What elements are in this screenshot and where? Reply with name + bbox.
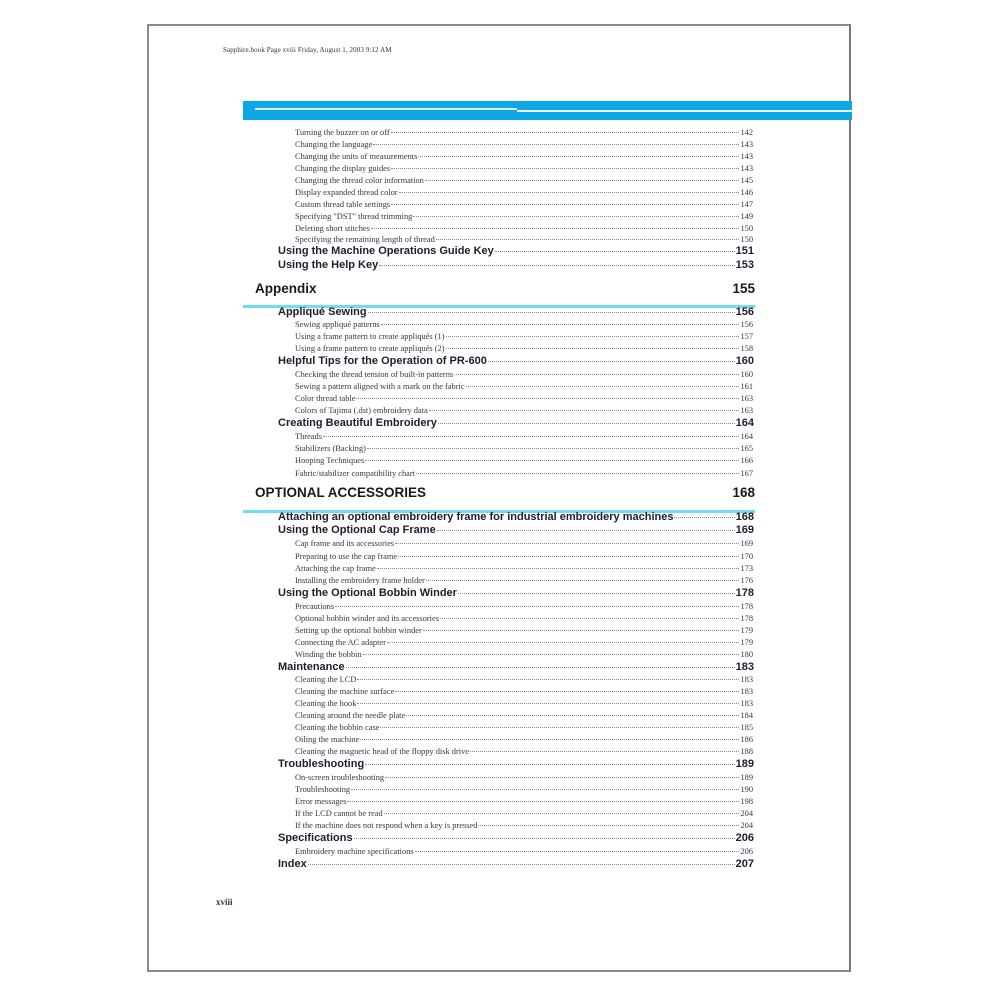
toc-entry-page: 198: [740, 797, 753, 806]
toc-entry-title: Cleaning the bobbin case: [295, 723, 380, 732]
header-band: [243, 101, 852, 120]
toc-entry-page: 186: [740, 735, 753, 744]
toc-entry[interactable]: [278, 306, 754, 319]
toc-entry-page: 169: [735, 524, 754, 536]
toc-entry[interactable]: [278, 832, 754, 845]
band-stripe: [517, 110, 852, 112]
toc-entry-page: 153: [735, 259, 754, 271]
toc-entry-page: 179: [740, 626, 753, 635]
leader-dots: [357, 679, 739, 680]
toc-entry-title: Cleaning the LCD: [295, 675, 357, 684]
leader-dots: [391, 204, 739, 205]
toc-entry-page: 143: [740, 164, 753, 173]
leader-dots: [438, 423, 735, 424]
toc-entry-page: 183: [740, 675, 753, 684]
toc-entry-page: 188: [740, 747, 753, 756]
toc-entry-title: Cap frame and its accessories: [295, 539, 395, 548]
leader-dots: [495, 251, 735, 252]
toc-entry-title: If the LCD cannot be read: [295, 809, 383, 818]
toc-entry[interactable]: [278, 661, 754, 674]
toc-entry-title: Using a frame pattern to create appliqués (1): [295, 332, 445, 341]
leader-dots: [425, 180, 740, 181]
section-page: 168: [732, 485, 755, 500]
leader-dots: [357, 703, 739, 704]
toc-subentry[interactable]: [295, 456, 753, 468]
toc-entry-page: 164: [740, 432, 753, 441]
toc-entry-title: Deleting short stitches: [295, 224, 370, 233]
toc-entry-page: 179: [740, 638, 753, 647]
toc-entry-page: 143: [740, 152, 753, 161]
toc-entry-page: 190: [740, 785, 753, 794]
toc-section-heading[interactable]: [255, 485, 755, 500]
leader-dots: [440, 618, 739, 619]
toc-entry-title: Hooping Techniques: [295, 456, 365, 465]
toc-entry-title: Fabric/stabilizer compatibility chart: [295, 469, 416, 478]
leader-dots: [356, 398, 739, 399]
leader-dots: [426, 580, 740, 581]
toc-entry-page: 147: [740, 200, 753, 209]
toc-entry-page: 178: [740, 614, 753, 623]
band-stripe: [255, 108, 517, 110]
toc-entry-page: 158: [740, 344, 753, 353]
toc-subentry[interactable]: [295, 140, 753, 152]
leader-dots: [347, 801, 739, 802]
toc-entry[interactable]: [278, 355, 754, 368]
toc-entry-title: Troubleshooting: [278, 758, 365, 770]
toc-entry-title: Setting up the optional bobbin winder: [295, 626, 422, 635]
toc-entry-title: Sewing a pattern aligned with a mark on the fabric: [295, 382, 465, 391]
toc-subentry[interactable]: [295, 128, 753, 140]
toc-subentry[interactable]: [295, 176, 753, 188]
leader-dots: [478, 825, 739, 826]
toc-entry-title: Using the Machine Operations Guide Key: [278, 245, 494, 257]
leader-dots: [413, 216, 739, 217]
toc-entry[interactable]: [278, 511, 754, 524]
toc-subentry[interactable]: [295, 552, 753, 564]
toc-entry-title: Cleaning the machine surface: [295, 687, 395, 696]
toc-entry-title: Threads: [295, 432, 322, 441]
toc-entry-page: 204: [740, 821, 753, 830]
toc-entry-page: 149: [740, 212, 753, 221]
toc-entry[interactable]: [278, 587, 754, 600]
toc-entry-title: Display expanded thread color: [295, 188, 398, 197]
toc-entry-title: Error messages: [295, 797, 347, 806]
toc-entry-title: Optional bobbin winder and its accessories: [295, 614, 439, 623]
toc-entry-title: Checking the thread tension of built-in patterns: [295, 370, 454, 379]
leader-dots: [368, 312, 735, 313]
toc-subentry[interactable]: [295, 320, 753, 332]
leader-dots: [354, 838, 735, 839]
toc-subentry[interactable]: [295, 809, 753, 821]
toc-entry-title: Winding the bobbin: [295, 650, 362, 659]
toc-entry-page: 170: [740, 552, 753, 561]
leader-dots: [446, 336, 740, 337]
toc-entry[interactable]: [278, 245, 754, 258]
leader-dots: [360, 739, 739, 740]
leader-dots: [416, 473, 739, 474]
toc-entry[interactable]: [278, 417, 754, 430]
toc-entry-page: 207: [735, 858, 754, 870]
toc-subentry[interactable]: [295, 394, 753, 406]
toc-subentry[interactable]: [295, 773, 753, 785]
toc-entry-page: 206: [740, 847, 753, 856]
toc-entry-title: Appliqué Sewing: [278, 306, 367, 318]
leader-dots: [429, 410, 740, 411]
toc-subentry[interactable]: [295, 539, 753, 551]
toc-subentry[interactable]: [295, 735, 753, 747]
toc-subentry[interactable]: [295, 370, 753, 382]
toc-entry-page: 168: [735, 511, 754, 523]
leader-dots: [423, 630, 740, 631]
leader-dots: [385, 777, 739, 778]
toc-entry-title: Index: [278, 858, 307, 870]
leader-dots: [377, 568, 740, 569]
toc-entry-page: 150: [740, 224, 753, 233]
leader-dots: [335, 606, 739, 607]
toc-entry-page: 184: [740, 711, 753, 720]
leader-dots: [379, 265, 734, 266]
toc-entry-title: Colors of Tajima (.dst) embroidery data: [295, 406, 428, 415]
section-title: OPTIONAL ACCESSORIES: [255, 485, 427, 500]
leader-dots: [391, 168, 739, 169]
toc-subentry[interactable]: [295, 164, 753, 176]
toc-entry-title: Attaching an optional embroidery frame for industrial embroidery machines: [278, 511, 674, 523]
toc-entry-page: 163: [740, 406, 753, 415]
leader-dots: [308, 864, 735, 865]
toc-entry-page: 180: [740, 650, 753, 659]
leader-dots: [406, 715, 739, 716]
page-number: xviii: [216, 897, 233, 907]
toc-entry-title: Preparing to use the cap frame: [295, 552, 398, 561]
leader-dots: [373, 144, 739, 145]
toc-entry-title: Connecting the AC adapter: [295, 638, 386, 647]
toc-subentry[interactable]: [295, 626, 753, 638]
toc-subentry[interactable]: [295, 638, 753, 650]
toc-entry-title: Installing the embroidery frame holder: [295, 576, 425, 585]
toc-entry-page: 206: [735, 832, 754, 844]
leader-dots: [395, 691, 739, 692]
leader-dots: [391, 132, 740, 133]
print-header-meta: Sapphire.book Page xviii Friday, August 1, 2003 9:12 AM: [223, 46, 392, 54]
leader-dots: [437, 530, 735, 531]
toc-entry-title: Sewing appliqué patterns: [295, 320, 380, 329]
toc-entry-page: 173: [740, 564, 753, 573]
toc-entry[interactable]: [278, 758, 754, 771]
toc-entry-title: Specifying the remaining length of thread: [295, 235, 435, 244]
toc-subentry[interactable]: [295, 152, 753, 164]
toc-entry-title: Using the Optional Cap Frame: [278, 524, 436, 536]
toc-entry-page: 185: [740, 723, 753, 732]
leader-dots: [466, 386, 740, 387]
toc-subentry[interactable]: [295, 723, 753, 735]
leader-dots: [399, 192, 740, 193]
toc-entry-title: Changing the units of measurements: [295, 152, 418, 161]
toc-entry-title: Precautions: [295, 602, 335, 611]
toc-entry-title: If the machine does not respond when a key is pressed: [295, 821, 478, 830]
toc-entry-page: 150: [740, 235, 753, 244]
leader-dots: [398, 556, 739, 557]
leader-dots: [380, 727, 739, 728]
toc-entry-page: 161: [740, 382, 753, 391]
toc-entry-page: 142: [740, 128, 753, 137]
toc-subentry[interactable]: [295, 212, 753, 224]
toc-subentry[interactable]: [295, 564, 753, 576]
leader-dots: [351, 789, 739, 790]
leader-dots: [387, 642, 739, 643]
toc-subentry[interactable]: [295, 675, 753, 687]
toc-entry-page: 189: [740, 773, 753, 782]
toc-subentry[interactable]: [295, 469, 753, 481]
toc-entry-title: Troubleshooting: [295, 785, 351, 794]
toc-entry-title: Stabilizers (Backing): [295, 444, 366, 453]
leader-dots: [470, 751, 739, 752]
toc-entry-title: Custom thread table settings: [295, 200, 391, 209]
section-page: 155: [732, 281, 755, 296]
toc-entry-page: 145: [740, 176, 753, 185]
toc-entry-title: Changing the display guides: [295, 164, 391, 173]
toc-entry-title: On-screen troubleshooting: [295, 773, 385, 782]
toc-entry-title: Cleaning the hook: [295, 699, 357, 708]
toc-entry-page: 160: [735, 355, 754, 367]
toc-entry-title: Color thread table: [295, 394, 356, 403]
leader-dots: [346, 667, 735, 668]
toc-entry[interactable]: [278, 524, 754, 537]
toc-subentry[interactable]: [295, 614, 753, 626]
toc-entry-page: 178: [735, 587, 754, 599]
toc-subentry[interactable]: [295, 797, 753, 809]
toc-subentry[interactable]: [295, 382, 753, 394]
toc-entry-title: Maintenance: [278, 661, 345, 673]
leader-dots: [415, 851, 740, 852]
leader-dots: [367, 448, 740, 449]
toc-entry-page: 146: [740, 188, 753, 197]
toc-entry-page: 189: [735, 758, 754, 770]
toc-subentry[interactable]: [295, 711, 753, 723]
toc-entry-title: Changing the language: [295, 140, 373, 149]
toc-subentry[interactable]: [295, 432, 753, 444]
toc-subentry[interactable]: [295, 200, 753, 212]
toc-entry-title: Specifications: [278, 832, 353, 844]
leader-dots: [395, 543, 739, 544]
toc-section-heading[interactable]: [255, 281, 755, 296]
toc-entry-page: 166: [740, 456, 753, 465]
leader-dots: [436, 239, 740, 240]
leader-dots: [674, 517, 734, 518]
toc-subentry[interactable]: [295, 687, 753, 699]
toc-subentry[interactable]: [295, 444, 753, 456]
toc-entry-title: Using a frame pattern to create appliqués (2): [295, 344, 445, 353]
toc-entry-page: 160: [740, 370, 753, 379]
toc-entry-page: 167: [740, 469, 753, 478]
leader-dots: [458, 593, 735, 594]
leader-dots: [381, 324, 740, 325]
toc-entry-page: 164: [735, 417, 754, 429]
toc-subentry[interactable]: [295, 785, 753, 797]
toc-entry-page: 183: [740, 687, 753, 696]
toc-entry-title: Changing the thread color information: [295, 176, 424, 185]
toc-entry-title: Helpful Tips for the Operation of PR-600: [278, 355, 487, 367]
toc-entry-title: Cleaning the magnetic head of the floppy disk drive: [295, 747, 469, 756]
leader-dots: [454, 374, 739, 375]
toc-entry-page: 183: [740, 699, 753, 708]
toc-entry-page: 176: [740, 576, 753, 585]
toc-subentry[interactable]: [295, 602, 753, 614]
leader-dots: [363, 654, 740, 655]
leader-dots: [446, 348, 740, 349]
leader-dots: [384, 813, 740, 814]
toc-entry[interactable]: [278, 858, 754, 871]
toc-subentry[interactable]: [295, 332, 753, 344]
toc-entry-title: Cleaning around the needle plate: [295, 711, 406, 720]
toc-entry-page: 151: [735, 245, 754, 257]
toc-entry-page: 156: [740, 320, 753, 329]
leader-dots: [323, 436, 739, 437]
toc-entry-page: 156: [735, 306, 754, 318]
toc-entry[interactable]: [278, 259, 754, 272]
toc-entry-title: Specifying "DST" thread trimming: [295, 212, 413, 221]
toc-entry-page: 157: [740, 332, 753, 341]
leader-dots: [365, 460, 739, 461]
toc-subentry[interactable]: [295, 188, 753, 200]
toc-entry-title: Oiling the machine: [295, 735, 360, 744]
section-title: Appendix: [255, 281, 317, 296]
toc-entry-title: Embroidery machine specifications: [295, 847, 414, 856]
toc-entry-page: 169: [740, 539, 753, 548]
toc-entry-page: 183: [735, 661, 754, 673]
leader-dots: [371, 228, 740, 229]
toc-entry-title: Creating Beautiful Embroidery: [278, 417, 437, 429]
toc-entry-title: Attaching the cap frame: [295, 564, 376, 573]
leader-dots: [365, 764, 734, 765]
toc-entry-page: 165: [740, 444, 753, 453]
toc-entry-page: 178: [740, 602, 753, 611]
toc-entry-title: Turning the buzzer on or off: [295, 128, 390, 137]
toc-subentry[interactable]: [295, 699, 753, 711]
toc-entry-page: 163: [740, 394, 753, 403]
toc-entry-title: Using the Help Key: [278, 259, 379, 271]
leader-dots: [488, 361, 735, 362]
toc-entry-page: 204: [740, 809, 753, 818]
toc-entry-title: Using the Optional Bobbin Winder: [278, 587, 457, 599]
toc-entry-page: 143: [740, 140, 753, 149]
leader-dots: [418, 156, 739, 157]
